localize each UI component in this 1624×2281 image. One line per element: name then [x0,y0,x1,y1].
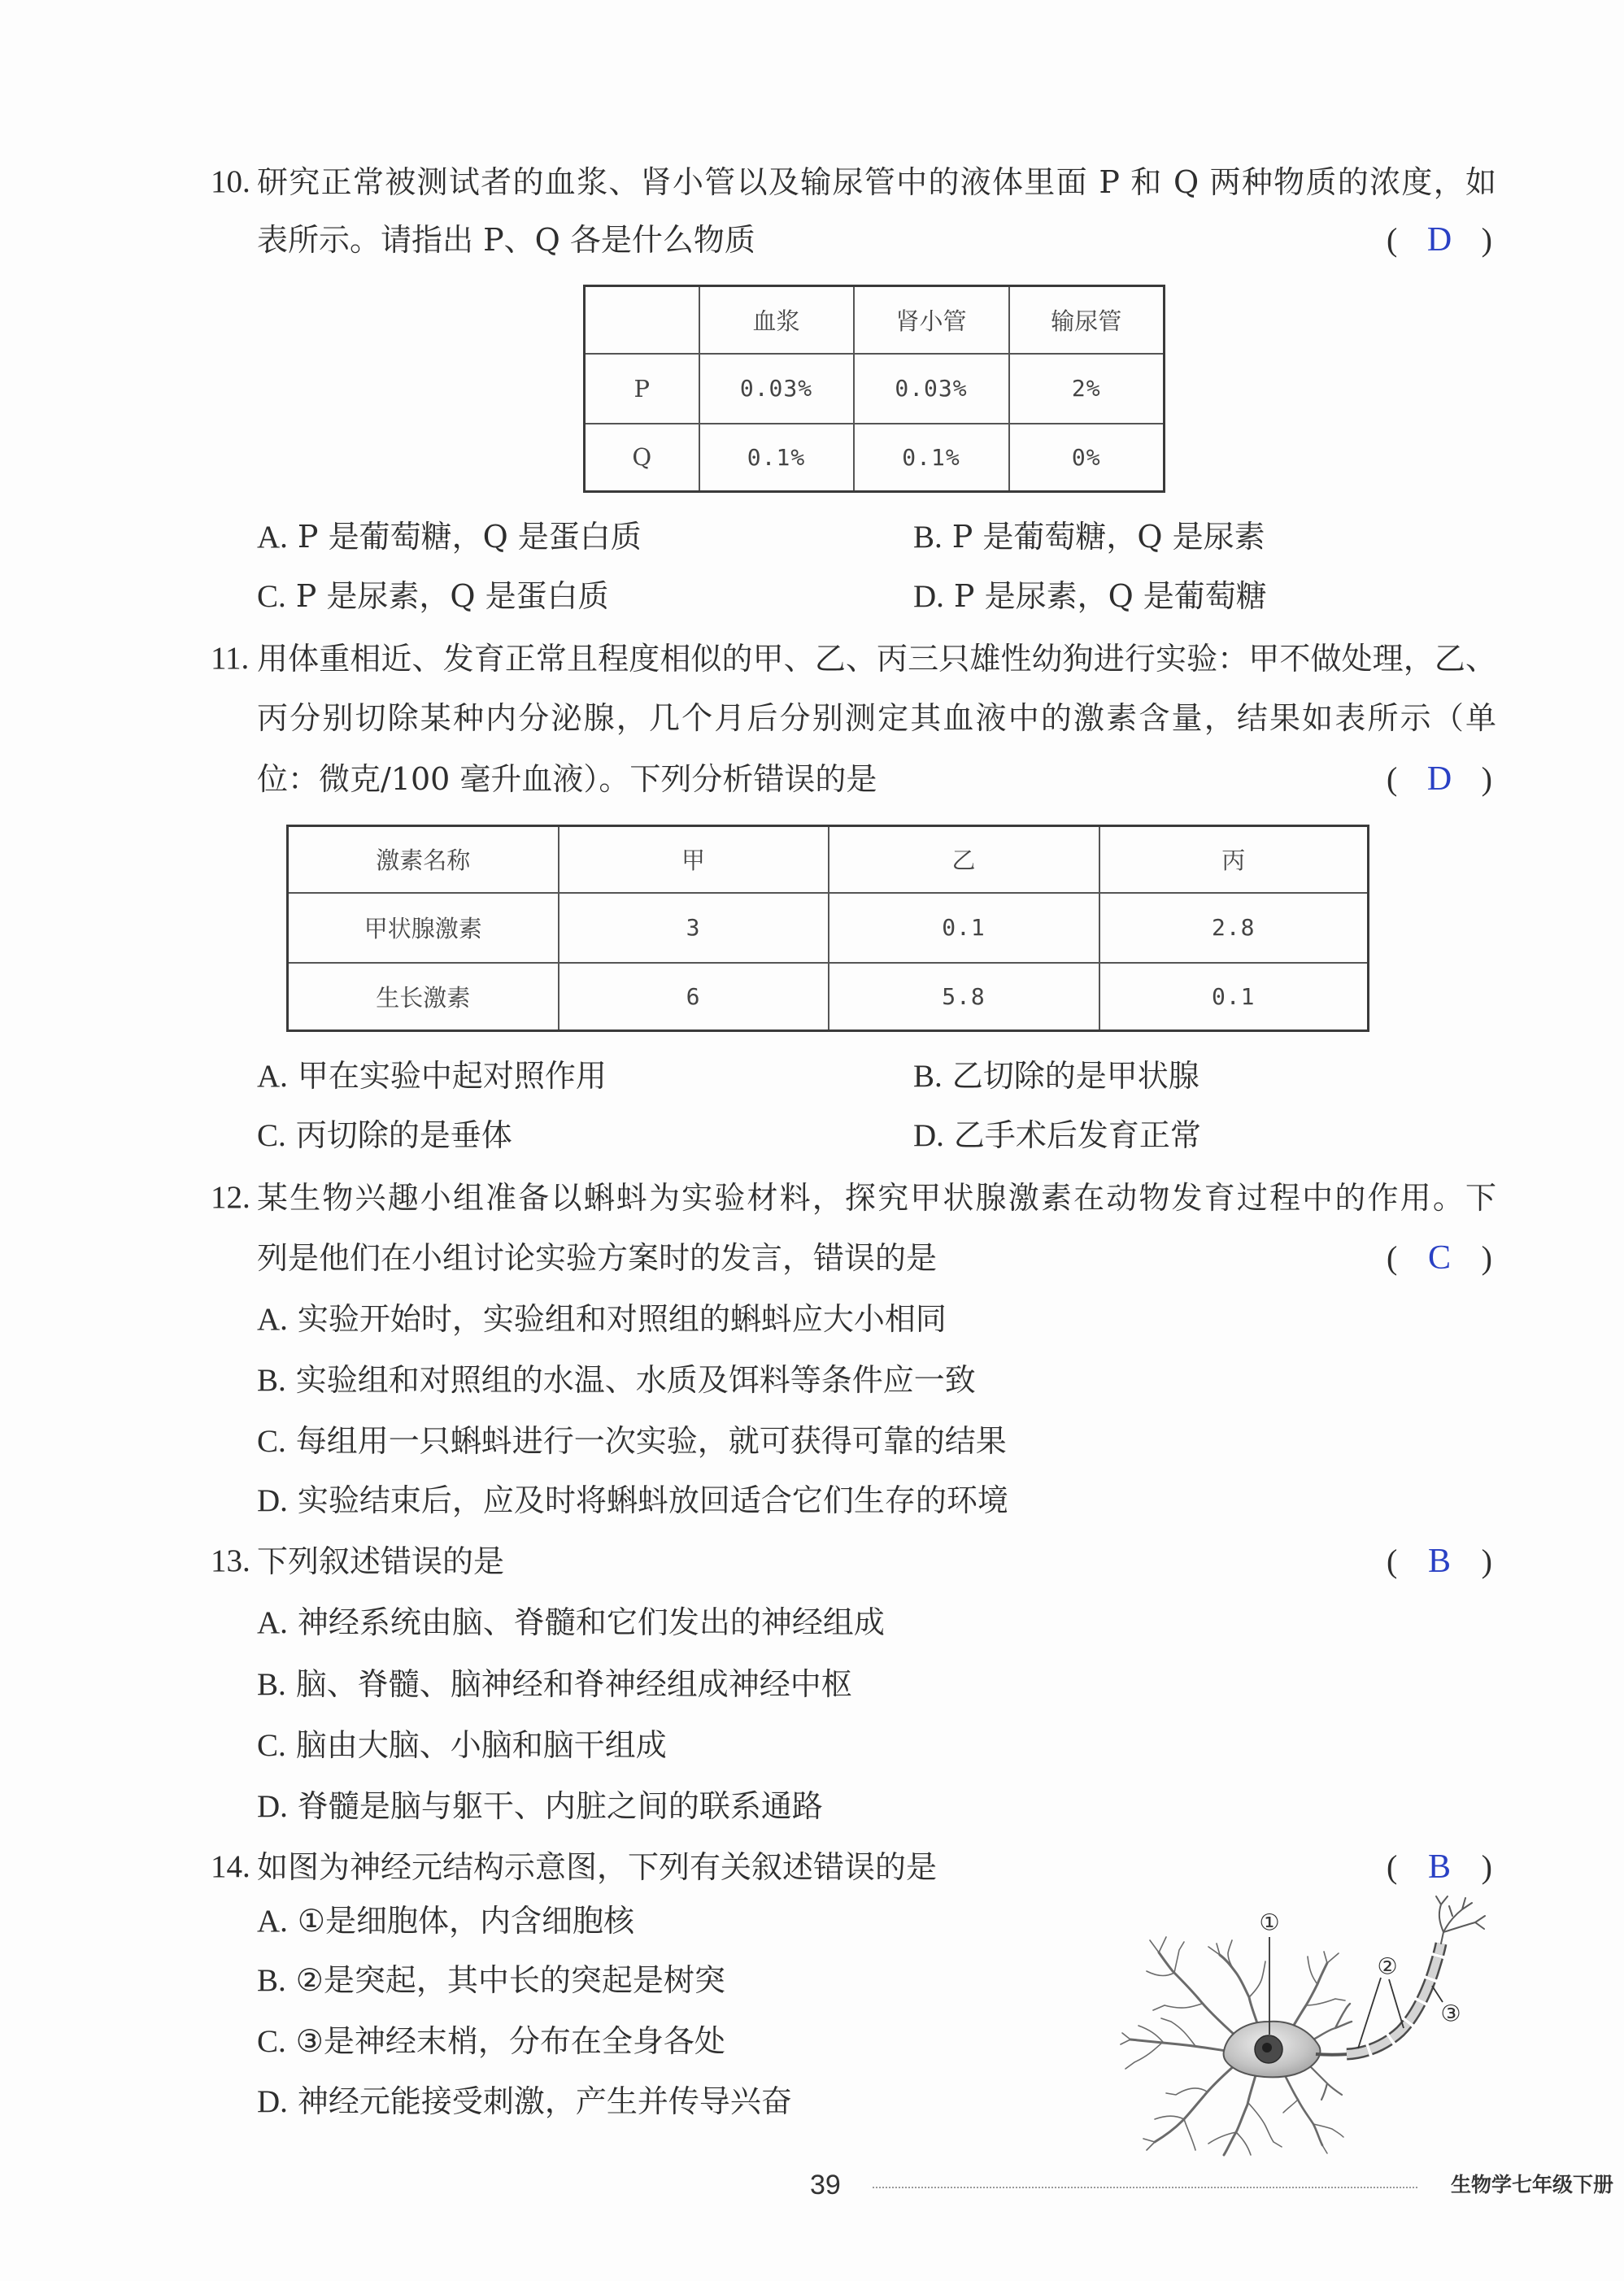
option-c [257,1111,512,1160]
question-stem-line: 列是他们在小组讨论实验方案时的发言，错误的是 [257,1240,938,1276]
bracket-open: ( [1387,760,1398,797]
option-letter: C. [257,1728,286,1763]
table-corner-cell [585,286,699,354]
table-row-label: Q [585,424,699,492]
page-number: 39 [810,2170,841,2200]
nerve-ending [1436,1896,1485,1944]
option-d [257,1782,823,1830]
bracket-close: ) [1481,1543,1492,1579]
table-cell: 6 [559,963,829,1031]
dendrite [1293,1963,1327,2026]
figure-label-2: ② [1377,1952,1398,1980]
nucleolus [1262,2043,1272,2052]
option-text: 每组用一只蝌蚪进行一次实验，就可获得可靠的结果 [295,1423,1007,1459]
table-row [288,963,1369,1031]
bracket-open: ( [1387,1239,1398,1276]
table-cell: 5.8 [829,963,1099,1031]
option-text: 神经元能接受刺激，产生并传导兴奋 [297,2083,792,2119]
dendrite [1130,2039,1226,2051]
dendrite [1155,2066,1234,2142]
table-cell: 0.1% [699,424,854,492]
option-d [257,1476,1008,1525]
table-cell: 0.03% [854,354,1009,424]
table-header-cell: 激素名称 [288,826,559,893]
dendrite [1309,2066,1342,2100]
bracket-close: ) [1481,1239,1492,1276]
option-letter: C. [257,2024,286,2059]
table-cell: 0% [1009,424,1165,492]
table-header-row [288,826,1369,893]
answer-letter: D [1426,221,1452,259]
option-text: 脑由大脑、小脑和脑干组成 [295,1727,667,1763]
bracket-close: ) [1481,760,1492,797]
option-letter: B. [257,1363,286,1398]
dendrite [1220,1955,1257,2023]
option-letter: A. [257,1302,288,1337]
option-text: 实验结束后，应及时将蝌蚪放回适合它们生存的环境 [297,1482,1008,1518]
question-number: 10. [211,164,250,199]
option-text: ①是细胞体，内含细胞核 [297,1903,634,1939]
answer-bracket [1387,1234,1492,1282]
option-letter: C. [257,1118,286,1153]
answer-letter: B [1427,1543,1451,1580]
table-cell: 0.03% [699,354,854,424]
table-cell: 0.1 [1099,963,1369,1031]
dendrite [1285,2075,1322,2145]
table-header-cell: 输尿管 [1009,286,1165,354]
bracket-open: ( [1387,1543,1398,1579]
option-text: 脊髓是脑与躯干、内脏之间的联系通路 [297,1788,823,1824]
option-b [257,1956,725,2005]
question-stem-line: 表所示。请指出 P、Q 各是什么物质 [257,222,755,258]
dendrite [1224,2075,1256,2155]
dendrite [1143,2088,1207,2150]
option-text: ③是神经末梢，分布在全身各处 [295,2023,725,2059]
bracket-open: ( [1387,1848,1398,1885]
dendrite [1159,1952,1236,2036]
option-c [257,1721,667,1770]
neuron-structure-figure [1114,1891,1496,2160]
option-text: ②是突起，其中长的突起是树突 [295,1962,725,1998]
book-title: 生物学七年级下册 [1451,2173,1614,2196]
leader-line [1358,1978,1381,2048]
axon [1316,2054,1348,2055]
option-letter: B. [257,1963,286,1998]
table-header-cell: 乙 [829,826,1099,893]
bracket-close: ) [1481,221,1492,258]
question-stem-line: 某生物兴趣小组准备以蝌蚪为实验材料，探究甲状腺激素在动物发育过程中的作用。下 [257,1180,1496,1216]
answer-letter: C [1427,1239,1451,1277]
question-stem-line: 研究正常被测试者的血浆、肾小管以及输尿管中的液体里面 P 和 Q 两种物质的浓度，如 [257,164,1496,200]
option-text: P 是葡萄糖，Q 是蛋白质 [297,519,642,555]
table-header-cell: 肾小管 [854,286,1009,354]
answer-bracket [1387,1537,1492,1586]
option-d [913,572,1267,620]
table-cell: 0.1 [829,893,1099,963]
option-letter: A. [257,520,288,555]
substance-concentration-table [583,285,1165,493]
option-b [257,1356,976,1404]
bracket-close: ) [1481,1848,1492,1885]
option-letter: D. [257,1789,288,1824]
answer-letter: D [1426,760,1452,798]
option-c [257,572,609,620]
option-text: P 是尿素，Q 是葡萄糖 [953,578,1267,614]
table-header-cell: 丙 [1099,826,1369,893]
hormone-content-table [286,825,1369,1032]
question-number: 12. [211,1180,250,1215]
answer-bracket [1387,215,1492,264]
table-cell: 0.1% [854,424,1009,492]
figure-label-3: ③ [1440,2000,1461,2027]
dendrite [1208,1940,1265,1997]
option-letter: D. [913,579,944,614]
option-b [913,512,1265,561]
option-a [257,1896,634,1945]
table-row-label: P [585,354,699,424]
option-c [257,1417,1007,1465]
question-number: 11. [211,641,250,676]
option-letter: C. [257,579,286,614]
question-stem-line: 下列叙述错误的是 [257,1543,505,1579]
option-letter: B. [913,520,943,555]
table-cell: 3 [559,893,829,963]
dendrite [1313,2004,1352,2039]
option-text: P 是葡萄糖，Q 是尿素 [951,519,1265,555]
table-row [288,893,1369,963]
bracket-open: ( [1387,221,1398,258]
option-c [257,2017,725,2066]
table-cell: 2.8 [1099,893,1369,963]
option-text: 神经系统由脑、脊髓和它们发出的神经组成 [297,1604,885,1640]
option-b [257,1660,852,1709]
option-text: 乙切除的是甲状腺 [951,1058,1199,1094]
table-row-label: 甲状腺激素 [288,893,559,963]
option-letter: C. [257,1424,286,1459]
answer-letter: B [1427,1848,1451,1886]
option-text: 脑、脊髓、脑神经和脊神经组成神经中枢 [295,1666,852,1702]
option-a [257,1051,607,1100]
answer-bracket [1387,1843,1492,1891]
option-text: 丙切除的是垂体 [295,1117,512,1153]
option-letter: D. [257,2084,288,2119]
table-row-label: 生长激素 [288,963,559,1031]
option-text: 实验组和对照组的水温、水质及饵料等条件应一致 [295,1362,976,1398]
figure-label-1: ① [1259,1909,1280,1936]
option-text: 乙手术后发育正常 [953,1117,1201,1153]
option-text: 实验开始时，实验组和对照组的蝌蚪应大小相同 [297,1301,947,1337]
table-row [585,354,1165,424]
question-number: 14. [211,1849,250,1884]
option-text: P 是尿素，Q 是蛋白质 [295,578,609,614]
leader-line [1389,1979,1404,2028]
option-letter: A. [257,1904,288,1939]
table-cell: 2% [1009,354,1165,424]
table-header-cell: 甲 [559,826,829,893]
question-stem-line: 丙分别切除某种内分泌腺，几个月后分别测定其血液中的激素含量，结果如表所示（单 [257,700,1496,736]
question-stem-line: 用体重相近、发育正常且程度相似的甲、乙、丙三只雄性幼狗进行实验：甲不做处理，乙、 [257,641,1496,677]
table-header-row [585,286,1165,354]
option-d [257,2077,792,2126]
option-letter: A. [257,1059,288,1094]
footer-dotted-rule [873,2187,1417,2188]
option-a [257,512,642,561]
option-a [257,1295,947,1343]
option-letter: D. [913,1118,944,1153]
option-letter: D. [257,1483,288,1518]
option-letter: B. [913,1059,943,1094]
question-stem-line: 如图为神经元结构示意图，下列有关叙述错误的是 [257,1849,938,1885]
option-a [257,1598,885,1647]
option-text: 甲在实验中起对照作用 [297,1058,607,1094]
dendrite [1121,2018,1195,2069]
answer-bracket [1387,755,1492,803]
option-b [913,1051,1199,1100]
table-row [585,424,1165,492]
table-header-cell: 血浆 [699,286,854,354]
question-stem-line: 位：微克/100 毫升血液）。下列分析错误的是 [257,761,877,797]
option-letter: B. [257,1667,286,1702]
option-d [913,1111,1201,1160]
option-letter: A. [257,1605,288,1640]
question-number: 13. [211,1543,250,1578]
